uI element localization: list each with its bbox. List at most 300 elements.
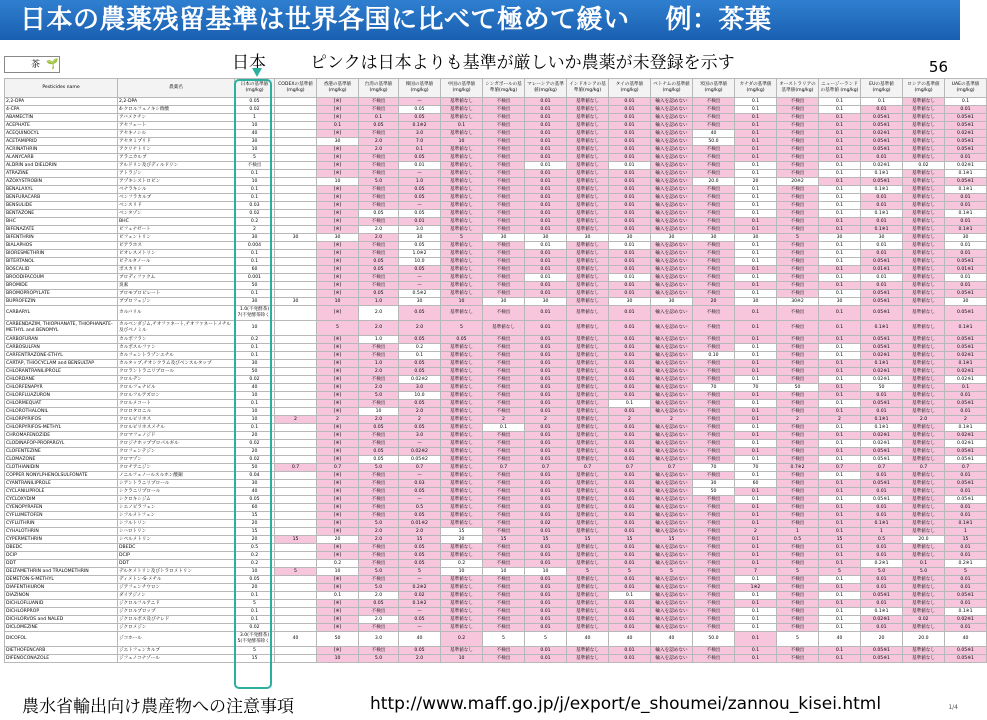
mrl-cell: 不検出	[483, 336, 525, 344]
table-row	[5, 496, 987, 504]
mrl-cell: 0.01	[945, 512, 987, 520]
mrl-cell: 50.0	[693, 138, 735, 146]
mrl-cell: 基準値なし	[903, 114, 945, 122]
mrl-cell: 0.01	[525, 98, 567, 106]
mrl-cell: 0.01	[525, 624, 567, 632]
mrl-cell: 0.01	[525, 392, 567, 400]
mrl-cell: 2	[735, 528, 777, 536]
mrl-cell: 0.05	[399, 647, 441, 655]
mrl-cell: 基準値なし	[903, 488, 945, 496]
mrl-cell: 基準値なし	[441, 592, 483, 600]
mrl-cell: 0.05	[235, 496, 275, 504]
mrl-cell: 0.05※1	[861, 122, 903, 130]
mrl-cell: 不検出	[777, 250, 819, 258]
mrl-cell: 60	[235, 504, 275, 512]
mrl-cell: 基準値なし	[441, 432, 483, 440]
pesticide-name-jp: ダイアジノン	[118, 592, 235, 600]
mrl-cell	[275, 616, 317, 624]
mrl-cell: 0.01	[525, 384, 567, 392]
mrl-cell: 0.1	[735, 504, 777, 512]
pesticide-name-en: ACEQUINOCYL	[5, 130, 118, 138]
mrl-cell: 0.1	[735, 496, 777, 504]
mrl-cell: 不検出	[483, 344, 525, 352]
mrl-cell: 0.05※1	[945, 592, 987, 600]
mrl-cell: 0.01	[609, 647, 651, 655]
mrl-cell: 0.1	[735, 170, 777, 178]
mrl-cell: 0.5	[861, 536, 903, 544]
table-row	[5, 146, 987, 154]
footer-url-link[interactable]: http://www.maff.go.jp/j/export/e_shoumei/zannou_kisei.html	[370, 694, 882, 714]
mrl-cell: 0.1	[819, 162, 861, 170]
mrl-cell: 不検出	[359, 544, 399, 552]
mrl-cell: 不検出	[693, 592, 735, 600]
mrl-cell: 基準値なし	[441, 392, 483, 400]
pesticide-name-en: ACEPHATE	[5, 122, 118, 130]
mrl-cell: 基準値なし	[567, 352, 609, 360]
mrl-cell: [※]	[317, 218, 359, 226]
mrl-cell: —	[399, 282, 441, 290]
mrl-cell: 不検出	[777, 130, 819, 138]
mrl-cell: 不検出	[483, 408, 525, 416]
pesticide-name-jp: 臭素	[118, 282, 235, 290]
mrl-cell: 輸入を認めない	[651, 560, 693, 568]
mrl-cell: 0.1	[819, 647, 861, 655]
mrl-cell: 0.1	[735, 432, 777, 440]
mrl-cell: 不検出	[359, 352, 399, 360]
pesticide-name-en: CHLORPYRIFOS-METHYL	[5, 424, 118, 432]
mrl-cell: 基準値なし	[441, 290, 483, 298]
mrl-cell: 0.05※1	[861, 456, 903, 464]
mrl-cell: 輸入を認めない	[651, 352, 693, 360]
mrl-cell: 0.1	[861, 98, 903, 106]
mrl-cell: 0.1	[819, 321, 861, 336]
pesticide-name-en: BROMIDE	[5, 282, 118, 290]
mrl-cell: 0.1※1	[945, 360, 987, 368]
column-header: 台湾の基準値 (mg/kg)	[359, 79, 399, 98]
mrl-cell: 0.01	[525, 360, 567, 368]
mrl-cell: 0.01	[609, 146, 651, 154]
mrl-cell: 0.1	[735, 440, 777, 448]
mrl-cell: 輸入を認めない	[651, 544, 693, 552]
mrl-cell	[275, 226, 317, 234]
mrl-cell: 不検出	[777, 552, 819, 560]
mrl-cell: 0.1	[819, 520, 861, 528]
pesticide-name-en: CLOFENTEZINE	[5, 448, 118, 456]
mrl-cell: 基準値なし	[567, 122, 609, 130]
mrl-cell: 70	[735, 384, 777, 392]
mrl-cell: 不検出	[483, 170, 525, 178]
mrl-cell: 輸入を認めない	[651, 210, 693, 218]
column-header: 香港の基準値 (mg/kg)	[317, 79, 359, 98]
mrl-cell: 0.02※1	[945, 130, 987, 138]
pesticide-name-en: BROMOPROPYLATE	[5, 290, 118, 298]
mrl-cell: 20	[235, 448, 275, 456]
mrl-cell: 不検出	[693, 202, 735, 210]
mrl-cell: 0.05※1	[861, 114, 903, 122]
mrl-cell: 0.02※1	[861, 440, 903, 448]
mrl-cell: 0.02	[903, 616, 945, 624]
mrl-cell: 0.01	[609, 552, 651, 560]
mrl-cell: 0.01	[525, 202, 567, 210]
mrl-cell: [※]	[317, 226, 359, 234]
mrl-cell: 0.1	[235, 400, 275, 408]
mrl-cell: 0.02※1	[945, 352, 987, 360]
footer-source: 農水省輸出向け農産物への注意事項	[22, 697, 294, 717]
mrl-cell: 0.01	[609, 162, 651, 170]
pesticide-name-en: DELTAMETHRIN and TRALOMETHRIN	[5, 568, 118, 576]
mrl-cell: 0.01	[525, 114, 567, 122]
mrl-cell: 基準値なし	[441, 472, 483, 480]
mrl-cell: 0.01	[609, 106, 651, 114]
mrl-cell: 不検出	[359, 250, 399, 258]
mrl-cell: 0.01	[861, 242, 903, 250]
mrl-cell: 0.1	[735, 647, 777, 655]
mrl-cell: 輸入を認めない	[651, 552, 693, 560]
mrl-cell: 0.01	[945, 218, 987, 226]
mrl-cell: 0.05※1	[945, 344, 987, 352]
mrl-cell: 0.01※1	[861, 266, 903, 274]
pesticide-name-en: BOSCALID	[5, 266, 118, 274]
mrl-cell: 30	[609, 234, 651, 242]
mrl-cell: 0.01	[525, 146, 567, 154]
mrl-cell: 0.05※1	[945, 258, 987, 266]
mrl-cell: 0.01	[945, 576, 987, 584]
mrl-cell: 40	[235, 130, 275, 138]
mrl-cell: 0.02※1	[861, 432, 903, 440]
mrl-cell: 0.05※1	[945, 122, 987, 130]
table-row	[5, 472, 987, 480]
pesticide-name-en: DIFENOCONAZOLE	[5, 655, 118, 663]
column-header: 米国の基準値 (mg/kg)	[693, 79, 735, 98]
mrl-cell: 基準値なし	[441, 456, 483, 464]
mrl-cell: 0.01	[525, 432, 567, 440]
table-row	[5, 210, 987, 218]
mrl-cell: 不検出	[359, 98, 399, 106]
mrl-cell: 基準値なし	[903, 600, 945, 608]
mrl-cell: 1.0	[359, 360, 399, 368]
mrl-cell: 0.02※1	[945, 616, 987, 624]
mrl-cell: 不検出	[359, 496, 399, 504]
mrl-cell: 15	[525, 536, 567, 544]
mrl-cell: 2	[317, 416, 359, 424]
mrl-cell: 15	[235, 512, 275, 520]
mrl-cell: 基準値なし	[441, 274, 483, 282]
mrl-cell: [※]	[317, 440, 359, 448]
mrl-cell: 1	[777, 528, 819, 536]
mrl-cell: 不検出	[693, 616, 735, 624]
mrl-cell: 0.02	[235, 456, 275, 464]
table-row	[5, 274, 987, 282]
mrl-cell: 0.1	[735, 162, 777, 170]
mrl-cell: 不検出	[693, 376, 735, 384]
column-header: カナダの基準値 (mg/kg)	[735, 79, 777, 98]
mrl-cell: 0.01	[945, 282, 987, 290]
pesticide-name-en: CARFENTRAZONE-ETHYL	[5, 352, 118, 360]
mrl-cell: 輸入を認めない	[651, 178, 693, 186]
mrl-cell: 30※2	[777, 298, 819, 306]
page-number: 56	[928, 58, 948, 76]
mrl-cell: 50	[693, 488, 735, 496]
mrl-cell: 0.1	[819, 376, 861, 384]
page-title: 日本の農薬残留基準は世界各国に比べて極めて緩い 例：茶葉	[0, 0, 960, 40]
mrl-cell: 不検出	[693, 250, 735, 258]
mrl-cell: 0.02	[235, 376, 275, 384]
mrl-cell: 0.1	[819, 496, 861, 504]
mrl-cell: 0.1	[399, 146, 441, 154]
mrl-cell: [※]	[317, 114, 359, 122]
mrl-cell: 不検出	[693, 544, 735, 552]
mrl-cell: 輸入を認めない	[651, 432, 693, 440]
down-arrow-icon	[252, 68, 262, 77]
mrl-cell: 0.01※1	[945, 266, 987, 274]
pesticide-name-en: CLOTHIANIDIN	[5, 464, 118, 472]
mrl-cell: 不検出	[359, 186, 399, 194]
mrl-cell: 5	[317, 321, 359, 336]
mrl-cell: 0.1	[819, 560, 861, 568]
mrl-cell: 不検出	[777, 616, 819, 624]
mrl-cell: 0.01	[945, 250, 987, 258]
mrl-cell: 2	[525, 416, 567, 424]
mrl-cell: 基準値なし	[903, 274, 945, 282]
mrl-cell: 0.1	[819, 576, 861, 584]
mrl-cell: 不検出	[483, 130, 525, 138]
pesticide-name-en: DICOFOL	[5, 632, 118, 647]
mrl-cell: 不検出	[359, 488, 399, 496]
mrl-cell: 不検出	[483, 647, 525, 655]
mrl-cell: 0.01	[525, 321, 567, 336]
mrl-cell: 0.1	[735, 376, 777, 384]
mrl-cell: 5.0	[359, 464, 399, 472]
mrl-cell: 不検出	[777, 576, 819, 584]
mrl-cell: 30	[317, 138, 359, 146]
mrl-cell: 不検出	[777, 162, 819, 170]
mrl-cell: 不検出	[483, 290, 525, 298]
mrl-cell: 基準値なし	[567, 608, 609, 616]
mrl-cell	[275, 290, 317, 298]
mrl-cell: 不検出	[483, 138, 525, 146]
mrl-cell: 5.0	[903, 568, 945, 576]
mrl-cell: 不検出	[483, 250, 525, 258]
mrl-cell	[275, 218, 317, 226]
pesticide-name-jp: クロルピリホス	[118, 416, 235, 424]
mrl-cell: 0.01	[525, 408, 567, 416]
mrl-cell: 40	[693, 130, 735, 138]
mrl-cell: 輸入を認めない	[651, 154, 693, 162]
mrl-cell: 0.01	[609, 600, 651, 608]
table-row	[5, 258, 987, 266]
table-row	[5, 138, 987, 146]
column-header: Pesticides name	[5, 79, 118, 98]
mrl-cell: 不検出	[777, 122, 819, 130]
mrl-cell: 0.05※1	[861, 290, 903, 298]
mrl-cell: 30	[525, 298, 567, 306]
mrl-cell: 0.01	[525, 560, 567, 568]
mrl-cell: 輸入を認めない	[651, 655, 693, 663]
mrl-cell: [※]	[317, 202, 359, 210]
pesticide-name-jp: クロルピリホスメチル	[118, 424, 235, 432]
mrl-cell: 基準値なし	[567, 170, 609, 178]
mrl-cell: 不検出	[483, 624, 525, 632]
mrl-cell: 0.05	[359, 448, 399, 456]
mrl-cell: 0.1※1	[861, 608, 903, 616]
mrl-cell: 輸入を認めない	[651, 202, 693, 210]
mrl-cell: 0.01	[609, 384, 651, 392]
pesticide-name-jp: シアントラニリプロール	[118, 480, 235, 488]
mrl-cell: 0.1	[235, 194, 275, 202]
mrl-cell: 0.1	[819, 250, 861, 258]
mrl-cell: 0.5	[777, 536, 819, 544]
table-row	[5, 218, 987, 226]
mrl-cell: 不検出	[693, 496, 735, 504]
mrl-cell: 0.01	[945, 472, 987, 480]
mrl-cell: 不検出	[693, 210, 735, 218]
mrl-cell: 0.01	[861, 408, 903, 416]
mrl-cell: 5	[483, 632, 525, 647]
mrl-cell: 不検出	[777, 560, 819, 568]
mrl-cell: [※]	[317, 98, 359, 106]
mrl-cell: 基準値なし	[567, 194, 609, 202]
mrl-cell: 0.01	[861, 504, 903, 512]
mrl-cell: [※]	[317, 480, 359, 488]
table-row	[5, 647, 987, 655]
mrl-cell: 基準値なし	[567, 480, 609, 488]
mrl-cell: 0.01	[945, 242, 987, 250]
pesticide-name-jp: ジクロルフルアニド	[118, 600, 235, 608]
mrl-cell: 2.0	[359, 146, 399, 154]
mrl-cell: 基準値なし	[441, 360, 483, 368]
mrl-cell: 30	[317, 234, 359, 242]
mrl-cell: 基準値なし	[441, 448, 483, 456]
mrl-cell: 0.02	[525, 520, 567, 528]
pesticide-name-en: BIFENAZATE	[5, 226, 118, 234]
mrl-cell: 基準値なし	[903, 552, 945, 560]
mrl-cell: 不検出	[359, 608, 399, 616]
pesticide-name-jp: クロルデン	[118, 376, 235, 384]
mrl-cell	[275, 194, 317, 202]
mrl-cell: 0.1	[819, 384, 861, 392]
mrl-cell: 不検出	[693, 336, 735, 344]
mrl-cell: 1.0	[399, 178, 441, 186]
mrl-cell: 1※2	[735, 584, 777, 592]
pesticide-name-jp: 4-クロルフェノキシ酢酸	[118, 106, 235, 114]
mrl-cell: 基準値なし	[903, 520, 945, 528]
mrl-cell: 5.0	[359, 655, 399, 663]
mrl-cell	[275, 344, 317, 352]
mrl-cell: 2.0	[359, 321, 399, 336]
mrl-cell: 10	[235, 416, 275, 424]
mrl-cell: 15	[567, 536, 609, 544]
mrl-cell: 0.01	[525, 266, 567, 274]
mrl-cell: 不検出	[777, 376, 819, 384]
mrl-cell: 7.0	[399, 138, 441, 146]
pesticide-name-en: DIETHOFENCARB	[5, 647, 118, 655]
mrl-cell: 20	[861, 632, 903, 647]
mrl-cell	[275, 655, 317, 663]
mrl-cell: 基準値なし	[567, 504, 609, 512]
mrl-cell: 0.1	[819, 592, 861, 600]
mrl-cell: 0.2※2	[399, 584, 441, 592]
mrl-cell: —	[399, 202, 441, 210]
mrl-cell: 0.1	[735, 266, 777, 274]
mrl-cell: 0.2	[441, 632, 483, 647]
mrl-cell: 30	[235, 480, 275, 488]
mrl-cell: 5	[235, 647, 275, 655]
mrl-cell: 不検出	[483, 162, 525, 170]
mrl-cell: 50	[235, 282, 275, 290]
mrl-cell: 0.01	[609, 368, 651, 376]
mrl-cell: 0.01	[525, 122, 567, 130]
mrl-cell: 20.0	[903, 536, 945, 544]
mrl-cell: 不検出	[483, 360, 525, 368]
mrl-cell: 0.1	[819, 528, 861, 536]
mrl-cell: 2.0	[359, 226, 399, 234]
mrl-cell: 30	[235, 138, 275, 146]
table-row	[5, 336, 987, 344]
mrl-cell: 0.01	[609, 178, 651, 186]
mrl-cell: 0.1	[819, 400, 861, 408]
mrl-cell: 10	[235, 146, 275, 154]
mrl-cell: 0.05	[399, 114, 441, 122]
mrl-cell: 0.01	[609, 512, 651, 520]
mrl-cell: 基準値なし	[567, 624, 609, 632]
mrl-cell: 20※2	[777, 178, 819, 186]
mrl-cell	[275, 400, 317, 408]
mrl-cell: 基準値なし	[567, 368, 609, 376]
mrl-cell: 不検出	[777, 655, 819, 663]
mrl-cell	[275, 504, 317, 512]
table-row	[5, 368, 987, 376]
mrl-cell: 0.1	[819, 226, 861, 234]
mrl-cell: 0.05	[399, 512, 441, 520]
column-header: マレーシアの基準値(mg/kg)	[525, 79, 567, 98]
pesticide-name-en: COPPER NONYLPHENOLSULFONATE	[5, 472, 118, 480]
mrl-cell: 基準値なし	[903, 440, 945, 448]
pesticide-name-jp: ブロモプロピレート	[118, 290, 235, 298]
mrl-cell: 0.01	[945, 600, 987, 608]
mrl-cell: 30	[651, 234, 693, 242]
mrl-cell: [※]	[317, 520, 359, 528]
mrl-cell: 0.01	[861, 600, 903, 608]
leaf-icon: 🌱	[46, 59, 59, 70]
mrl-cell: 不検出	[777, 344, 819, 352]
table-row	[5, 186, 987, 194]
mrl-cell: 0.1	[819, 616, 861, 624]
mrl-cell: 基準値なし	[567, 528, 609, 536]
mrl-cell: 輸入を認めない	[651, 170, 693, 178]
mrl-cell: 輸入を認めない	[651, 274, 693, 282]
mrl-cell: 0.1	[819, 552, 861, 560]
mrl-cell: 0.1※1	[945, 226, 987, 234]
mrl-cell: 0.01	[861, 274, 903, 282]
mrl-cell: 基準値なし	[567, 600, 609, 608]
mrl-cell	[275, 528, 317, 536]
table-row	[5, 608, 987, 616]
mrl-cell: 基準値なし	[441, 584, 483, 592]
mrl-cell	[275, 106, 317, 114]
pesticide-name-en: CHLORFLUAZURON	[5, 392, 118, 400]
mrl-cell: 基準値なし	[441, 600, 483, 608]
mrl-cell	[275, 98, 317, 106]
mrl-cell: 不検出	[483, 306, 525, 321]
mrl-cell: 不検出	[483, 472, 525, 480]
pesticide-name-en: ALANYCARB	[5, 154, 118, 162]
mrl-cell: 不検出	[777, 608, 819, 616]
mrl-cell: 0.05※1	[945, 480, 987, 488]
pesticide-name-jp: ジクロルボス及びナレド	[118, 616, 235, 624]
mrl-cell: 20	[441, 536, 483, 544]
mrl-cell: 不検出	[777, 504, 819, 512]
mrl-cell: 輸入を認めない	[651, 321, 693, 336]
